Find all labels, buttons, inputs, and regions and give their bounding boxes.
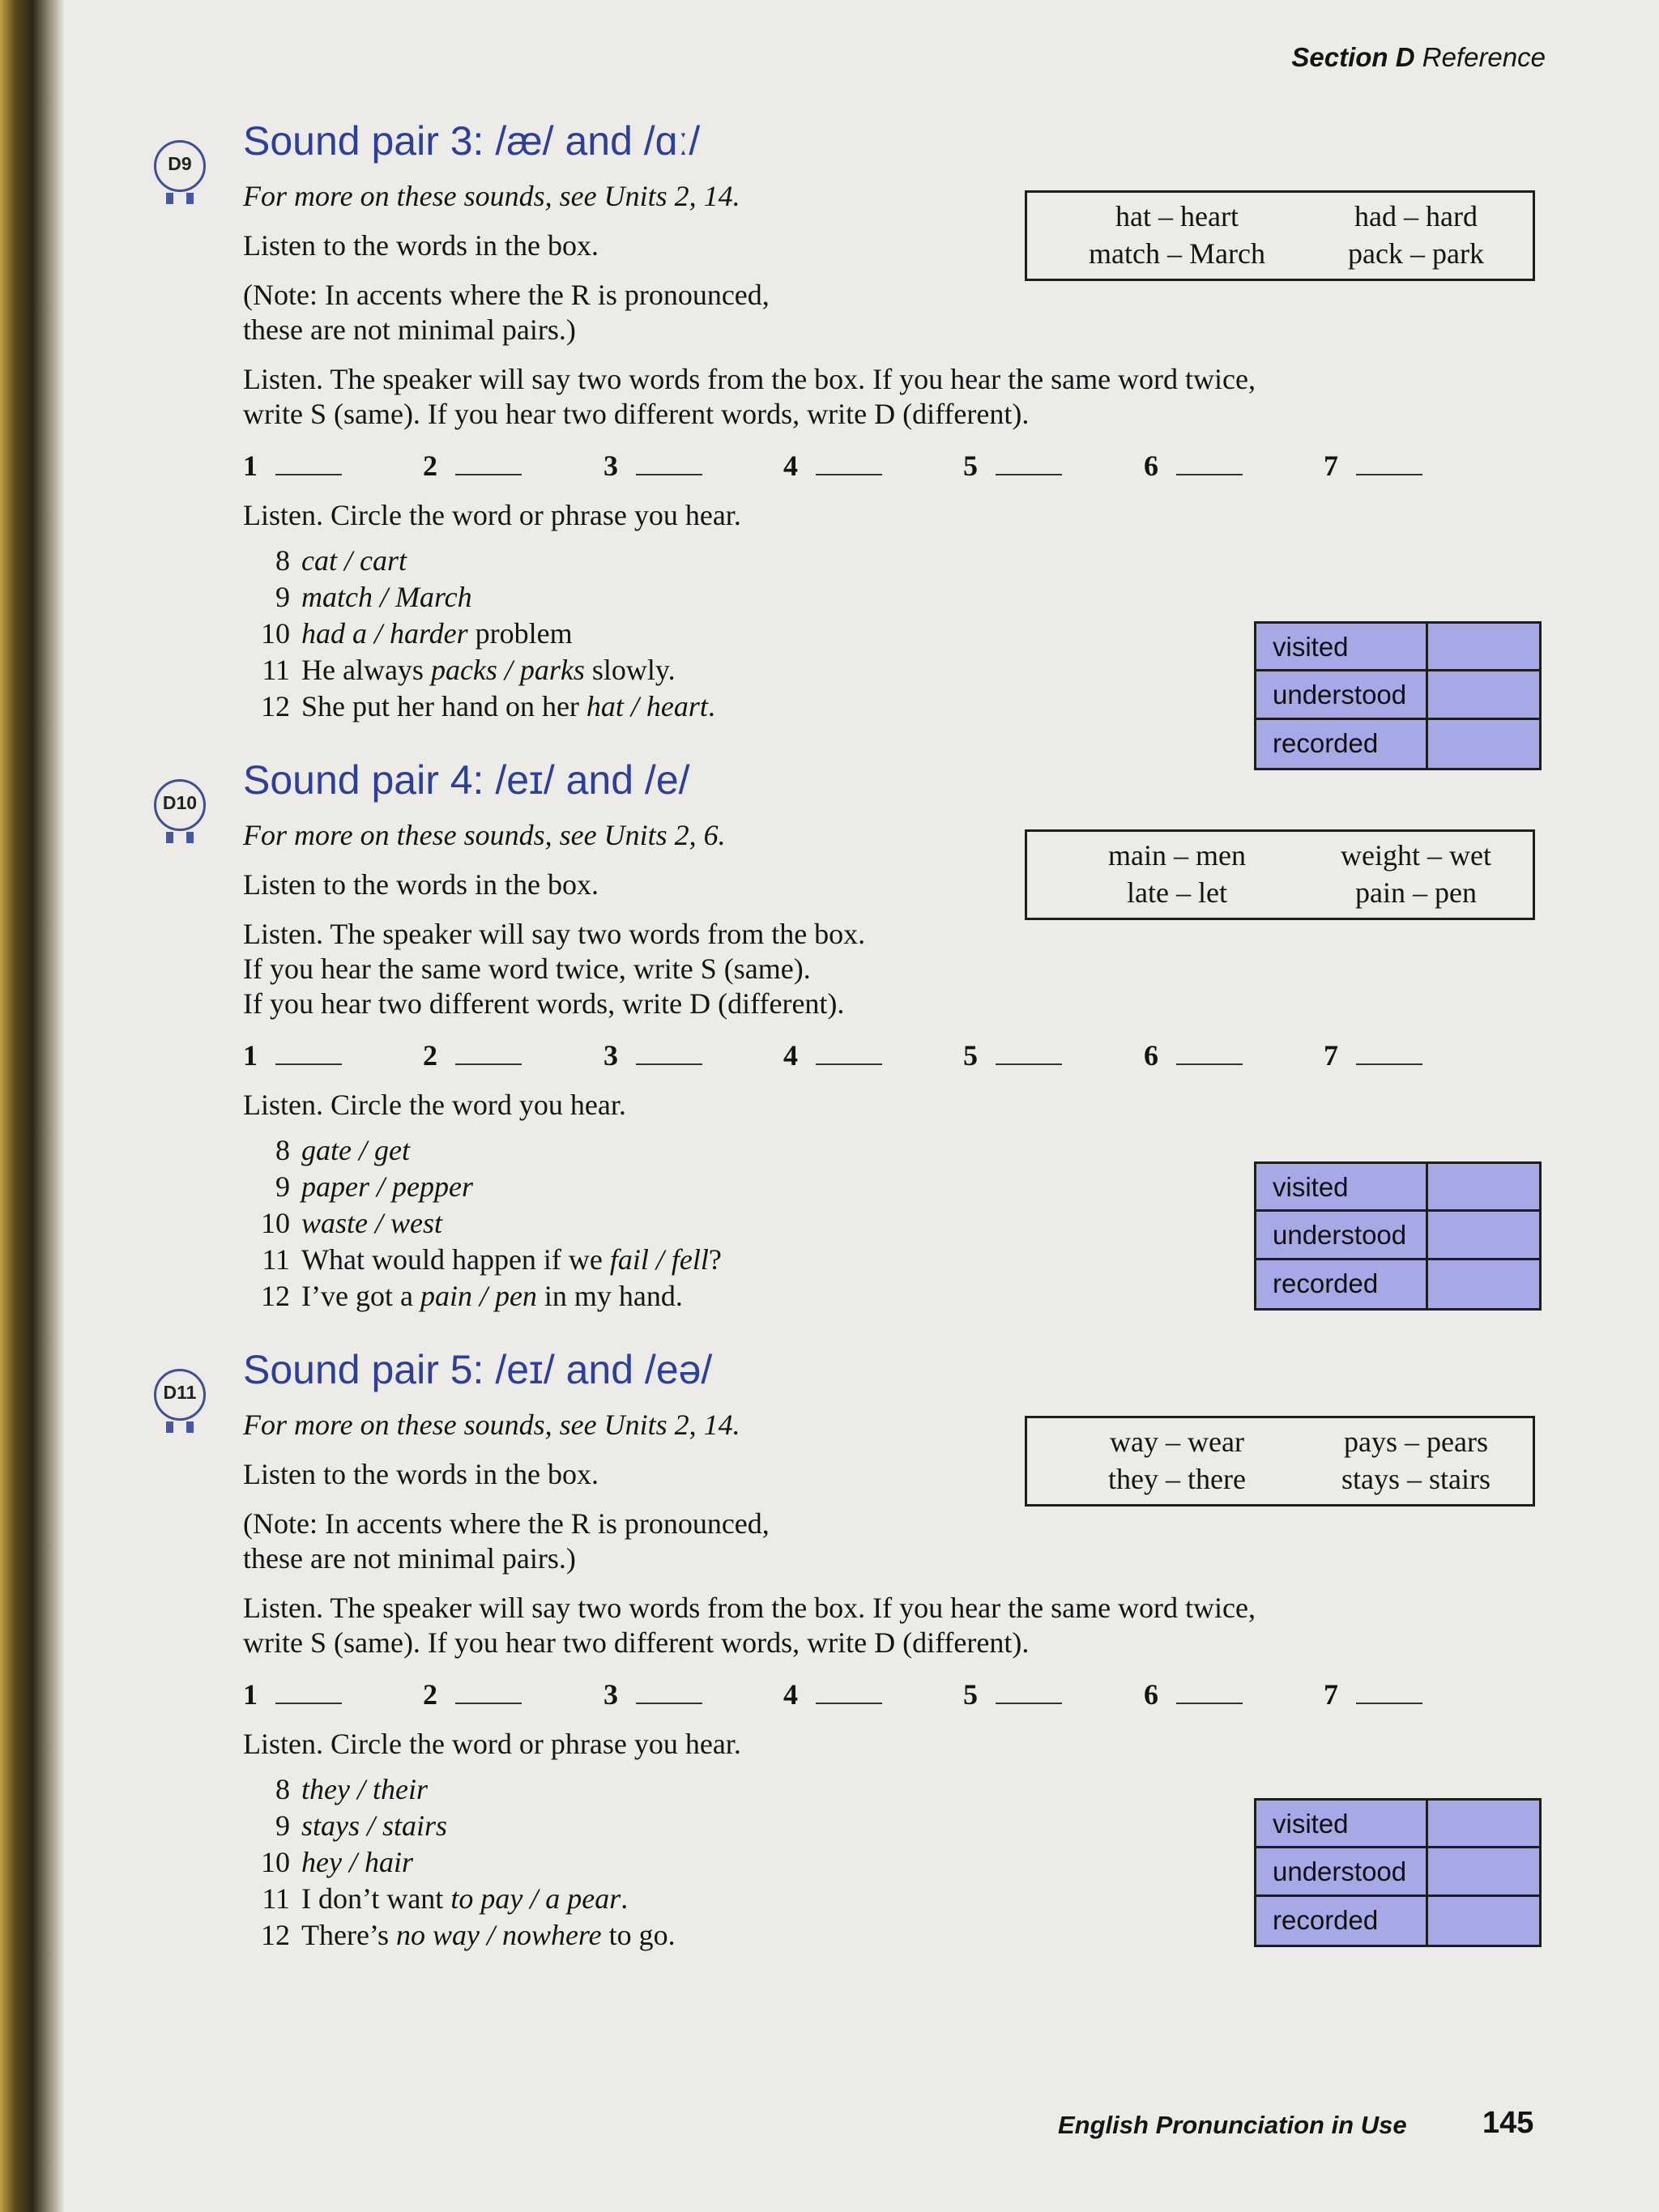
item-number: 9 [275,1170,290,1203]
word-choice[interactable]: no way / nowhere [395,1919,602,1951]
progress-checklist [1254,1161,1542,1311]
answer-blank[interactable]: 4 [783,449,882,483]
exercise-item[interactable] [243,1881,676,1917]
checklist-label: visited [1273,1172,1349,1202]
exercise-item[interactable] [243,1771,676,1808]
audio-track-icon[interactable]: D9 [154,140,206,192]
item-text: . [707,690,715,722]
exercise-item[interactable] [243,1205,722,1242]
item-number: 9 [275,1809,290,1842]
answer-blank[interactable]: 6 [1144,1038,1243,1072]
word-pairs-box [1025,1416,1535,1507]
word-choice[interactable]: paper / pepper [301,1170,473,1203]
answer-blank[interactable]: 7 [1324,1677,1422,1711]
checklist-label: visited [1273,1809,1349,1839]
word-choice[interactable]: to pay / a pear [450,1882,621,1915]
progress-checklist [1254,621,1542,770]
circle-instruction: Listen. Circle the word or phrase you hear. [243,499,741,531]
item-number: 12 [261,1919,290,1951]
item-number: 9 [275,581,290,613]
note-line-2: these are not minimal pairs.) [243,1542,576,1575]
audio-track-icon[interactable]: D10 [154,779,206,831]
answer-blank[interactable]: 6 [1144,1677,1243,1711]
answer-blank[interactable]: 5 [963,1677,1062,1711]
listen-box-text: Listen to the words in the box. [243,868,599,901]
page-number: 145 [1482,2106,1534,2140]
sound-pair-section [0,117,1659,765]
checklist-row[interactable] [1256,671,1539,719]
word-choice[interactable]: gate / get [301,1134,410,1166]
answer-blank[interactable]: 4 [783,1677,882,1711]
answer-blank[interactable]: 3 [603,1038,702,1072]
word-pair: late – let [1127,876,1227,909]
note-line-1: (Note: In accents where the R is pronounced, [243,279,770,311]
exercise-items [243,1771,676,1954]
word-pair: had – hard [1354,200,1478,232]
see-also-text: For more on these sounds, see Units 2, 14. [243,180,740,212]
see-also-text: For more on these sounds, see Units 2, 6. [243,819,726,851]
section-title: Sound pair 5: /eɪ/ and /eə/ [243,1347,713,1392]
exercise-items [243,1132,722,1315]
answer-blanks [243,449,1539,484]
note-line-1: (Note: In accents where the R is pronounced, [243,1507,770,1540]
answer-blank[interactable]: 3 [603,449,702,483]
checklist-row[interactable] [1256,1164,1539,1212]
word-pair: pain – pen [1355,876,1477,909]
answer-blank[interactable]: 6 [1144,449,1243,483]
sound-pair-section [0,757,1659,1340]
sound-pair-section [0,1346,1659,1962]
word-pairs-box [1025,829,1535,920]
circle-instruction: Listen. Circle the word you hear. [243,1089,626,1121]
exercise-item[interactable] [243,1917,676,1954]
item-number: 11 [262,1882,290,1915]
exercise-item[interactable] [243,543,715,579]
answer-blanks [243,1038,1539,1074]
item-number: 11 [262,1243,290,1276]
running-head [1291,42,1546,73]
word-pair: stays – stairs [1341,1463,1491,1495]
word-choice[interactable]: hat / heart [586,690,708,722]
instruction-line-2: write S (same). If you hear two different words, write D (different). [243,1626,1030,1659]
item-number: 8 [275,1773,290,1805]
item-text: ? [708,1243,722,1276]
checklist-row[interactable] [1256,1848,1539,1896]
item-number: 10 [261,1207,290,1239]
word-choice[interactable]: packs / parks [430,654,585,686]
progress-checklist [1254,1798,1542,1947]
item-number: 12 [261,1280,290,1312]
word-choice[interactable]: had a / harder [301,617,468,650]
exercise-item[interactable] [243,579,715,616]
exercise-item[interactable] [243,1808,676,1844]
answer-blank[interactable]: 2 [423,1677,522,1711]
word-choice[interactable]: match / March [301,581,472,613]
checklist-row[interactable] [1256,1897,1539,1945]
answer-blank[interactable]: 5 [963,1038,1062,1072]
exercise-item[interactable] [243,616,715,652]
checklist-label: recorded [1273,1904,1379,1935]
checklist-label: recorded [1273,727,1379,758]
word-pairs-box [1025,190,1535,281]
checklist-row[interactable] [1256,1260,1539,1308]
checklist-label: recorded [1273,1268,1379,1298]
word-pair: pays – pears [1344,1426,1488,1458]
listen-box-text: Listen to the words in the box. [243,229,599,262]
answer-blank[interactable]: 7 [1324,449,1422,483]
section-title: Sound pair 3: /æ/ and /ɑː/ [243,118,701,164]
instruction-line-2: write S (same). If you hear two different words, write D (different). [243,398,1030,430]
circle-instruction: Listen. Circle the word or phrase you hear. [243,1728,741,1760]
answer-blank[interactable]: 2 [423,1038,522,1072]
audio-track-icon[interactable]: D11 [154,1369,206,1421]
word-pair: way – wear [1110,1426,1244,1458]
instruction-line-2: If you hear the same word twice, write S (same). [243,953,811,985]
answer-blank[interactable]: 1 [243,1677,342,1711]
item-number: 8 [275,1134,290,1166]
checklist-label: visited [1273,632,1349,662]
item-number: 10 [261,617,290,650]
see-also-text: For more on these sounds, see Units 2, 14. [243,1409,740,1441]
item-number: 10 [261,1846,290,1878]
answer-blank[interactable]: 5 [963,449,1062,483]
exercise-item[interactable] [243,1844,676,1881]
word-pair: weight – wet [1341,839,1491,872]
checklist-label: understood [1273,680,1407,710]
item-number: 8 [275,544,290,577]
exercise-item[interactable] [243,1169,722,1205]
word-pair: pack – park [1348,237,1484,270]
word-choice[interactable]: stays / stairs [301,1809,448,1842]
item-text: in my hand. [536,1280,683,1312]
word-choice[interactable]: cat / cart [301,544,407,577]
item-text: I’ve got a [301,1280,420,1312]
word-choice[interactable]: hey / hair [301,1846,413,1878]
word-pair: main – men [1108,839,1246,872]
answer-blank[interactable]: 1 [243,449,342,483]
item-text: slowly. [584,654,676,686]
exercise-item[interactable] [243,1242,722,1278]
word-choice[interactable]: they / their [301,1773,428,1805]
checklist-row[interactable] [1256,1801,1539,1848]
word-choice[interactable]: fail / fell [609,1243,709,1276]
answer-blanks [243,1677,1539,1713]
section-label: Section D [1291,42,1415,72]
checklist-label: understood [1273,1220,1407,1251]
listen-box-text: Listen to the words in the box. [243,1458,599,1490]
word-choice[interactable]: waste / west [301,1207,443,1239]
item-text: I don’t want [301,1882,451,1915]
word-pair: match – March [1089,237,1265,270]
word-pair: hat – heart [1115,200,1239,232]
answer-blank[interactable]: 3 [603,1677,702,1711]
answer-blank[interactable]: 7 [1324,1038,1422,1072]
exercise-item[interactable] [243,688,715,725]
item-text: . [621,1882,629,1915]
answer-blank[interactable]: 2 [423,449,522,483]
checklist-row[interactable] [1256,1212,1539,1259]
word-choice[interactable]: pain / pen [420,1280,537,1312]
item-number: 12 [261,690,290,722]
note-line-2: these are not minimal pairs.) [243,313,576,346]
exercise-item[interactable] [243,1278,722,1315]
answer-blank[interactable]: 4 [783,1038,882,1072]
exercise-item[interactable] [243,1132,722,1169]
item-text: to go. [601,1919,676,1951]
item-text: What would happen if we [301,1243,610,1276]
section-name: Reference [1422,42,1546,72]
item-text: There’s [301,1919,396,1951]
checklist-row[interactable] [1256,624,1539,671]
item-number: 11 [262,654,290,686]
item-text: He always [301,654,431,686]
item-text: problem [467,617,573,650]
checklist-label: understood [1273,1856,1407,1887]
exercise-item[interactable] [243,652,715,688]
section-title: Sound pair 4: /eɪ/ and /e/ [243,757,690,803]
instruction-line-1: Listen. The speaker will say two words from the box. If you hear the same word twice, [243,363,1256,395]
answer-blank[interactable]: 1 [243,1038,342,1072]
instruction-line-1: Listen. The speaker will say two words from the box. [243,918,866,950]
instruction-line-3: If you hear two different words, write D (different). [243,987,845,1020]
book-title: English Pronunciation in Use [1058,2111,1407,2139]
item-text: She put her hand on her [301,690,586,722]
exercise-items [243,543,715,725]
word-pair: they – there [1108,1463,1246,1495]
instruction-line-1: Listen. The speaker will say two words from the box. If you hear the same word twice, [243,1592,1256,1624]
